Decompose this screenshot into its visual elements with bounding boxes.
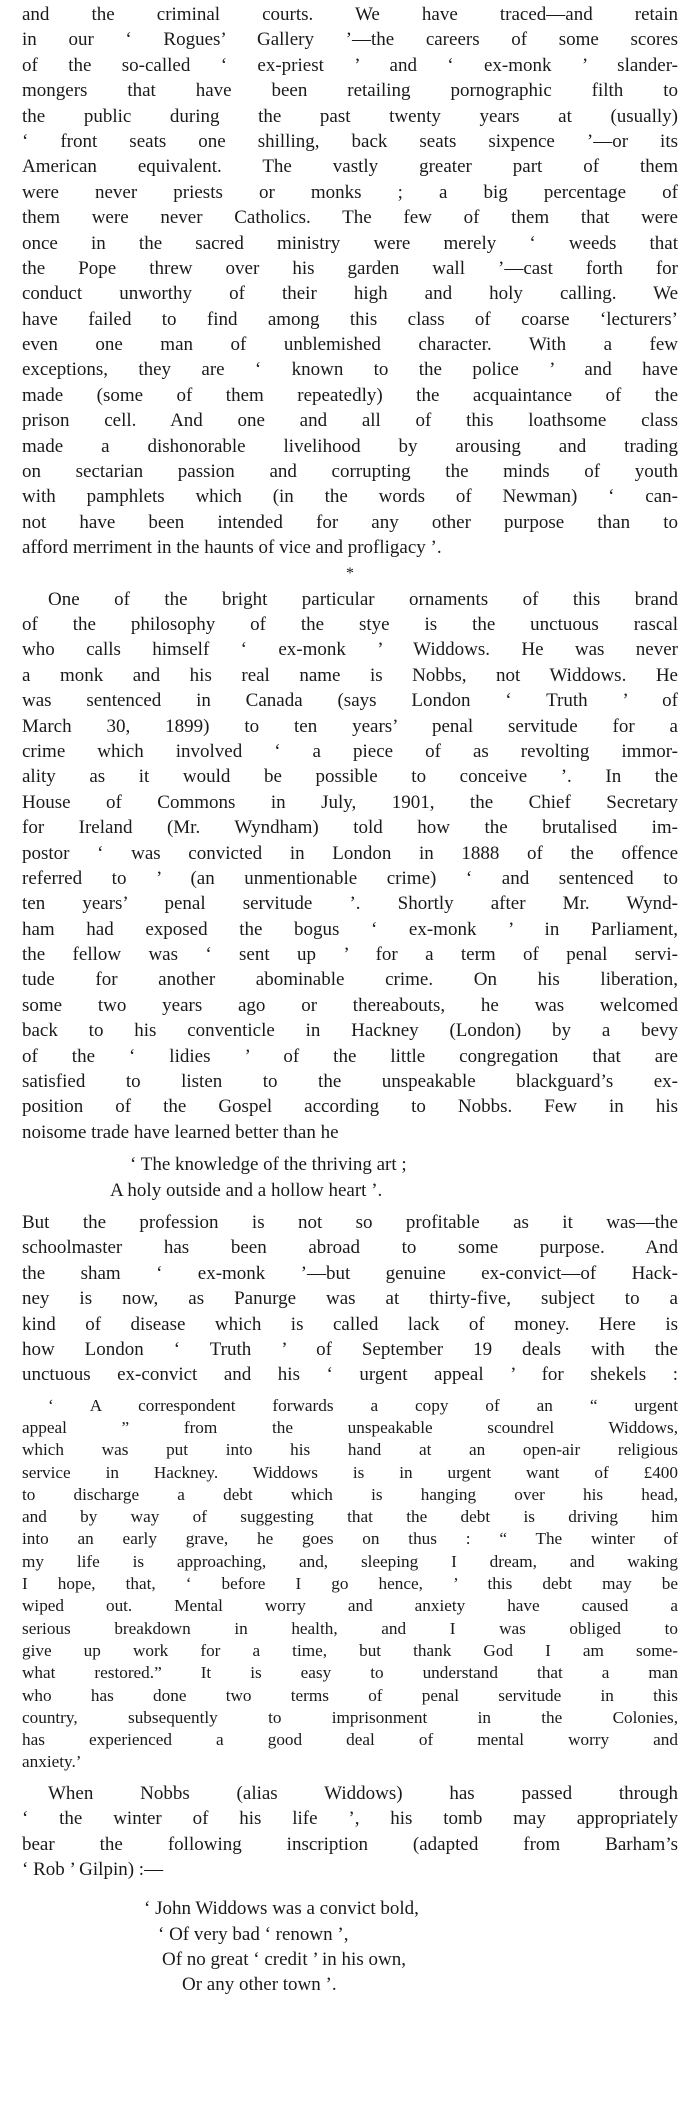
quote-line: anxiety.’: [22, 1752, 82, 1772]
text-line: American equivalent. The vastly greater part of them: [22, 156, 678, 178]
text-line: tude for another abominable crime. On his liberation,: [22, 969, 678, 991]
text-line: exceptions, they are ‘ known to the police ’ and have: [22, 359, 678, 381]
text-line: position of the Gospel according to Nobbs. Few in his: [22, 1096, 678, 1118]
verse-line: Or any other town ’.: [182, 1974, 337, 1996]
text-line: satisfied to listen to the unspeakable blackguard’s ex-: [22, 1071, 678, 1093]
verse-line: ‘ The knowledge of the thriving art ;: [130, 1154, 407, 1176]
text-line: even one man of unblemished character. With a few: [22, 334, 678, 356]
quote-line: serious breakdown in health, and I was obliged to: [22, 1618, 678, 1638]
text-line: the fellow was ‘ sent up ’ for a term of penal servi-: [22, 944, 678, 966]
text-line: and the criminal courts. We have traced—and retain: [22, 4, 678, 25]
text-line: back to his conventicle in Hackney (London) by a bevy: [22, 1020, 678, 1042]
quote-line: which was put into his hand at an open-air religious: [22, 1440, 678, 1460]
quote-line: my life is approaching, and, sleeping I dream, and waking: [22, 1551, 678, 1571]
text-line: ‘ the winter of his life ’, his tomb may appropriately: [22, 1808, 678, 1830]
text-line: ney is now, as Panurge was at thirty-five, subject to a: [22, 1288, 678, 1310]
text-line: for Ireland (Mr. Wyndham) told how the brutalised im-: [22, 817, 678, 839]
text-line: of the philosophy of the stye is the unctuous rascal: [22, 613, 678, 635]
text-line: not have been intended for any other purpose than to: [22, 511, 678, 533]
quote-line: appeal ” from the unspeakable scoundrel Widdows,: [22, 1418, 678, 1437]
text-line: crime which involved ‘ a piece of as revolting immor-: [22, 740, 678, 762]
text-line: mongers that have been retailing pornographic filth to: [22, 80, 678, 102]
quote-line: to discharge a debt which is hanging over his head,: [22, 1484, 678, 1504]
text-line: a monk and his real name is Nobbs, not Widdows. He: [22, 664, 678, 686]
text-line: have failed to find among this class of coarse ‘lecturers’: [22, 308, 678, 330]
text-line: the sham ‘ ex-monk ’—but genuine ex-convict—of Hack-: [22, 1262, 678, 1284]
text-line: were never priests or monks ; a big percentage of: [22, 181, 678, 203]
text-line: them were never Catholics. The few of them that were: [22, 207, 678, 229]
text-line: the Pope threw over his garden wall ’—cast forth for: [22, 257, 678, 279]
quoted-appeal: [22, 1395, 678, 1774]
text-line: who calls himself ‘ ex-monk ’ Widdows. He was never: [22, 639, 678, 661]
quote-line: ‘ A correspondent forwards a copy of an “ urgent: [48, 1395, 678, 1415]
text-line: ham had exposed the bogus ‘ ex-monk ’ in Parliament,: [22, 918, 678, 940]
quote-line: service in Hackney. Widdows is in urgent want of £400: [22, 1462, 678, 1482]
text-line: ality as it would be possible to conceive ’. In the: [22, 766, 678, 788]
text-line: afford merriment in the haunts of vice and profligacy ’.: [22, 537, 442, 559]
quote-line: give up work for a time, but thank God I am some-: [22, 1640, 678, 1660]
quote-line: who has done two terms of penal servitude in this: [22, 1685, 678, 1705]
text-line: was sentenced in Canada (says London ‘ Truth ’ of: [22, 690, 678, 712]
quote-line: wiped out. Mental worry and anxiety have caused a: [22, 1596, 678, 1616]
quote-line: I hope, that, ‘ before I go hence, ’ this debt may be: [22, 1574, 678, 1594]
text-line: made a dishonorable livelihood by arousing and trading: [22, 435, 678, 457]
text-line: in our ‘ Rogues’ Gallery ’—the careers of some scores: [22, 29, 678, 51]
paragraph-1: [22, 2, 678, 561]
text-line: bear the following inscription (adapted from Barham’s: [22, 1833, 678, 1855]
text-line: When Nobbs (alias Widdows) has passed through: [48, 1782, 678, 1804]
text-line: March 30, 1899) to ten years’ penal servitude for a: [22, 715, 678, 737]
couplet: [22, 1152, 678, 1203]
text-line: on sectarian passion and corrupting the minds of youth: [22, 461, 678, 483]
text-line: postor ‘ was convicted in London in 1888 of the offence: [22, 842, 678, 864]
text-line: One of the bright particular ornaments of this brand: [48, 588, 678, 610]
paragraph-3: [22, 1210, 678, 1388]
text-line: But the profession is not so profitable as it was—the: [22, 1211, 678, 1233]
text-line: made (some of them repeatedly) the acquaintance of the: [22, 384, 678, 406]
quote-line: has experienced a good deal of mental worry and: [22, 1730, 678, 1750]
paragraph-2: [22, 587, 678, 1146]
quote-line: and by way of suggesting that the debt is driving him: [22, 1507, 678, 1527]
section-separator: *: [346, 564, 354, 582]
text-line: schoolmaster has been abroad to some purpose. And: [22, 1237, 678, 1259]
text-line: ten years’ penal servitude ’. Shortly after Mr. Wynd-: [22, 893, 678, 915]
epitaph-verse: [22, 1896, 678, 1998]
text-line: how London ‘ Truth ’ of September 19 deals with the: [22, 1338, 678, 1360]
text-line: conduct unworthy of their high and holy calling. We: [22, 283, 678, 305]
text-line: ‘ Rob ’ Gilpin) :—: [22, 1858, 164, 1880]
text-line: of the ‘ lidies ’ of the little congregation that are: [22, 1045, 678, 1067]
verse-line: ‘ John Widdows was a convict bold,: [144, 1898, 419, 1920]
verse-line: ‘ Of very bad ‘ renown ’,: [158, 1923, 349, 1945]
paragraph-4: [22, 1781, 678, 1883]
text-line: of the so-called ‘ ex-priest ’ and ‘ ex-monk ’ slander-: [22, 54, 678, 76]
text-line: some two years ago or thereabouts, he was welcomed: [22, 994, 678, 1016]
quote-line: into an early grave, he goes on thus : “ The winter of: [22, 1529, 678, 1549]
text-line: with pamphlets which (in the words of Newman) ‘ can-: [22, 486, 678, 508]
text-line: ‘ front seats one shilling, back seats sixpence ’—or its: [22, 130, 678, 152]
text-line: noisome trade have learned better than he: [22, 1121, 339, 1143]
text-line: House of Commons in July, 1901, the Chief Secretary: [22, 791, 678, 813]
text-line: unctuous ex-convict and his ‘ urgent appeal ’ for shekels :: [22, 1364, 678, 1386]
text-line: referred to ’ (an unmentionable crime) ‘ and sentenced to: [22, 867, 678, 889]
verse-line: A holy outside and a hollow heart ’.: [110, 1179, 383, 1201]
text-line: kind of disease which is called lack of money. Here is: [22, 1313, 678, 1335]
text-line: the public during the past twenty years at (usually): [22, 105, 678, 127]
text-line: once in the sacred ministry were merely ‘ weeds that: [22, 232, 678, 254]
quote-line: country, subsequently to imprisonment in the Colonies,: [22, 1707, 678, 1727]
quote-line: what restored.” It is easy to understand that a man: [22, 1663, 678, 1683]
verse-line: Of no great ‘ credit ’ in his own,: [162, 1949, 406, 1971]
text-line: prison cell. And one and all of this loathsome class: [22, 410, 678, 432]
